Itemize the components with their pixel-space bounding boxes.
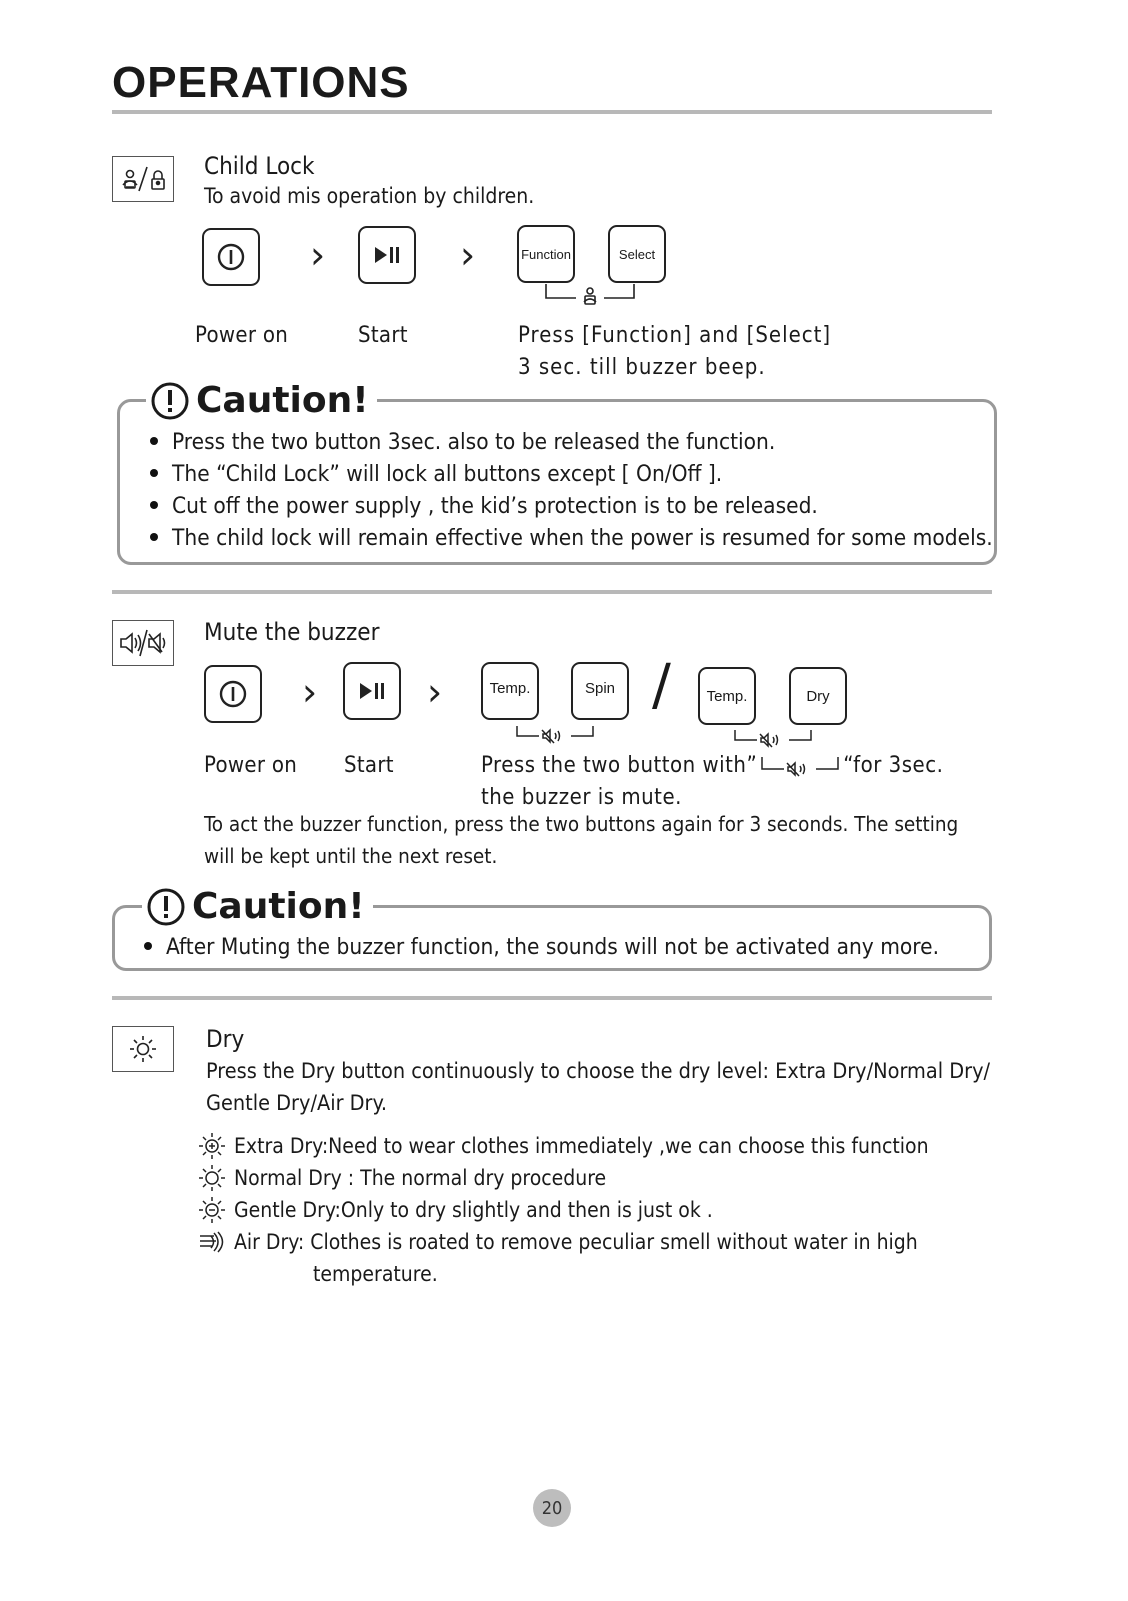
page-number: 20 [533,1489,571,1527]
power-button[interactable] [202,228,260,286]
normal-dry-icon [198,1162,234,1194]
page-title: OPERATIONS [112,58,410,107]
mute-press-instruction-line2: the buzzer is mute. [481,785,682,810]
mute-note-line2: will be kept until the next reset. [204,844,498,868]
play-pause-icon [357,680,387,702]
power-button[interactable] [204,665,262,723]
mute-buzzer-icon [112,620,174,666]
play-pause-icon [372,244,402,266]
child-lock-subtitle: To avoid mis operation by children. [204,184,535,208]
caution-bullet: The child lock will remain effective when the power is resumed for some models. [150,522,993,554]
caution-bullet: After Muting the buzzer function, the sounds will not be activated any more. [144,931,939,963]
caution-bullet-list [150,426,993,554]
dry-title: Dry [206,1025,245,1053]
dry-level-item: Extra Dry:Need to wear clothes immediately ,we can choose this function [198,1130,929,1162]
dry-level-item: Air Dry: Clothes is roated to remove peculiar smell without water in high [198,1226,929,1258]
start-label: Start [344,753,394,778]
temp-button[interactable]: Temp. [481,662,539,720]
chevron-right-icon: › [427,670,443,714]
dry-description-line1: Press the Dry button continuously to choose the dry level: Extra Dry/Normal Dry/ [206,1059,991,1084]
title-divider [112,110,992,114]
select-button[interactable]: Select [608,225,666,283]
dry-button[interactable]: Dry [789,667,847,725]
air-dry-icon [198,1226,234,1258]
caution-bullet: Press the two button 3sec. also to be released the function. [150,426,993,458]
section-divider [112,996,992,1000]
section-divider [112,590,992,594]
child-lock-title: Child Lock [204,152,315,180]
child-lock-combo-bracket-icon [540,282,640,308]
gentle-dry-icon [198,1194,234,1226]
start-pause-button[interactable] [343,662,401,720]
dry-description-line2: Gentle Dry/Air Dry. [206,1091,388,1116]
start-label: Start [358,323,408,348]
chevron-right-icon: › [302,670,318,714]
mute-combo-bracket-icon [512,724,598,748]
extra-dry-icon [198,1130,234,1162]
spin-button[interactable]: Spin [571,662,629,720]
mute-combo-bracket-icon [730,728,816,752]
caution-title: Caution! [192,886,365,927]
warning-circle-icon [146,887,186,927]
temp-button-alt[interactable]: Temp. [698,667,756,725]
child-lock-icon [112,156,174,202]
press-instruction-line1: Press [Function] and [Select] [518,323,832,348]
function-button[interactable]: Function [517,225,575,283]
chevron-right-icon: › [460,233,476,277]
power-on-label: Power on [204,753,298,778]
caution-title: Caution! [196,380,369,421]
caution-bullet-list [144,931,939,963]
press-instruction-line2: 3 sec. till buzzer beep. [518,355,766,380]
mute-inline-bracket-icon [759,755,841,777]
dry-level-item: Gentle Dry:Only to dry slightly and then is just ok . [198,1194,929,1226]
chevron-right-icon: › [310,233,326,277]
warning-circle-icon [150,381,190,421]
caution-bullet: The “Child Lock” will lock all buttons except [ On/Off ]. [150,458,993,490]
or-slash: / [652,653,671,718]
mute-title: Mute the buzzer [204,618,380,646]
dry-level-item-continuation: temperature. [313,1262,438,1286]
start-pause-button[interactable] [358,226,416,284]
dry-level-item: Normal Dry : The normal dry procedure [198,1162,929,1194]
caution-heading [142,886,373,927]
caution-bullet: Cut off the power supply , the kid’s protection is to be released. [150,490,993,522]
dry-level-list [198,1130,929,1290]
power-icon [218,679,248,709]
power-icon [216,242,246,272]
mute-note-line1: To act the buzzer function, press the two buttons again for 3 seconds. The setting [204,812,959,836]
dry-sun-icon [112,1026,174,1072]
mute-press-instruction: Press the two button with” “for 3sec. [481,753,944,778]
caution-heading [146,380,377,421]
power-on-label: Power on [195,323,289,348]
